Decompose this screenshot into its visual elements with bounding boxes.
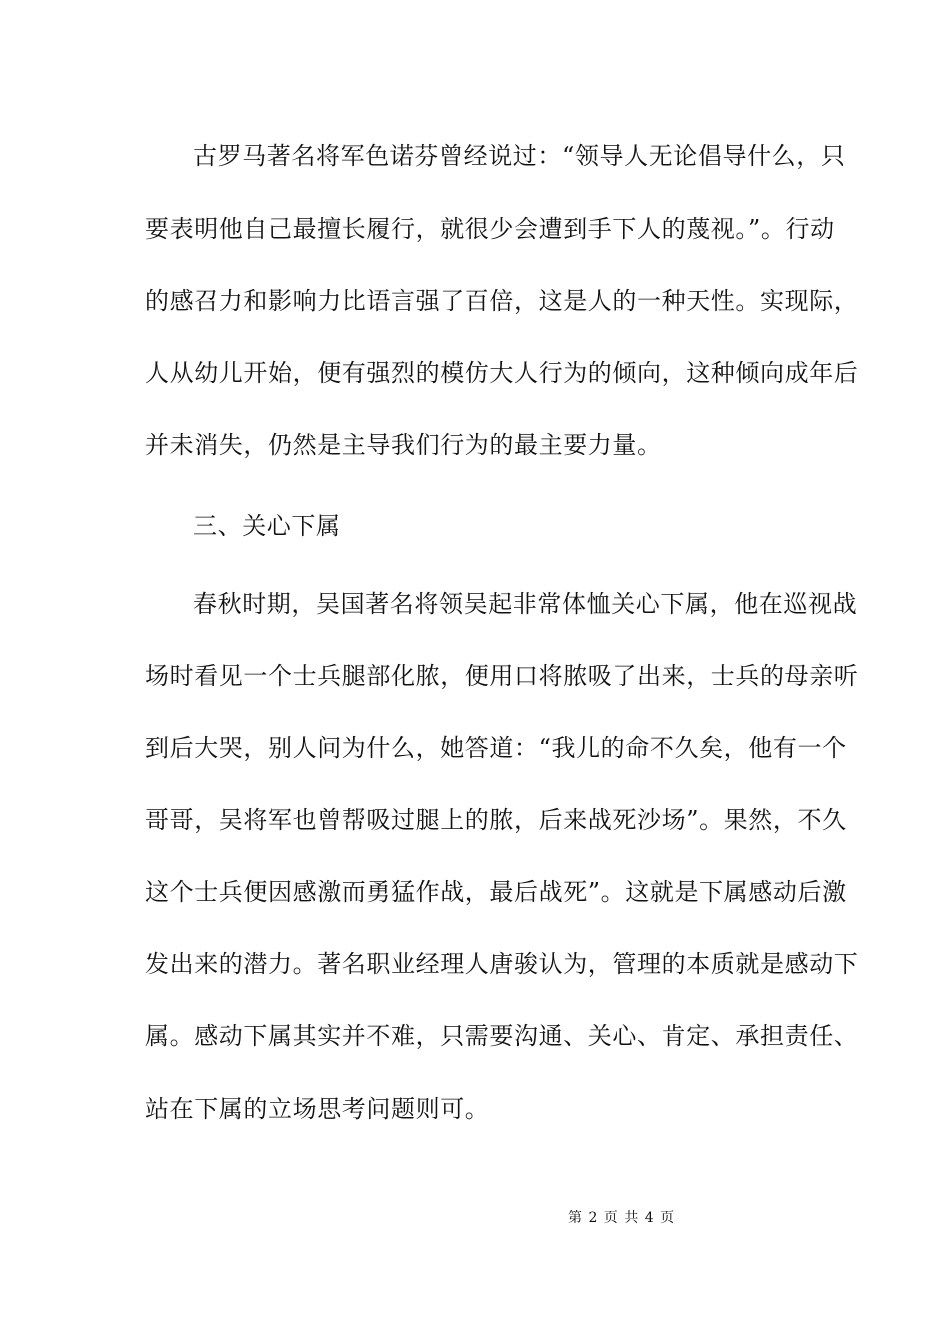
paragraph-2-line-5: 这个士兵便因感激而勇猛作战，最后战死”。这就是下属感动后激 [145,878,847,906]
paragraph-1-line-2: 要表明他自己最擅长履行，就很少会遭到手下人的蔑视。”。行动 [145,215,835,243]
paragraph-2-line-7: 属。感动下属其实并不难，只需要沟通、关心、肯定、承担责任、 [145,1022,859,1050]
paragraph-1-line-5: 并未消失，仍然是主导我们行为的最主要力量。 [145,431,662,459]
paragraph-2-line-6: 发出来的潜力。著名职业经理人唐骏认为，管理的本质就是感动下 [145,950,859,978]
section-heading: 三、关心下属 [193,512,341,540]
paragraph-1-line-1: 古罗马著名将军色诺芬曾经说过：“领导人无论倡导什么，只 [193,142,846,170]
page-number-footer: 第 2 页 共 4 页 [568,1210,676,1226]
paragraph-2-line-2: 场时看见一个士兵腿部化脓，便用口将脓吸了出来，士兵的母亲听 [145,662,859,690]
paragraph-2-line-4: 哥哥，吴将军也曾帮吸过腿上的脓，后来战死沙场”。果然，不久 [145,806,847,834]
paragraph-1-line-3: 的感召力和影响力比语言强了百倍，这是人的一种天性。实现际， [145,287,859,315]
paragraph-2-line-8: 站在下属的立场思考问题则可。 [145,1095,490,1123]
paragraph-1-line-4: 人从幼儿开始，便有强烈的模仿大人行为的倾向，这种倾向成年后 [145,359,859,387]
paragraph-2-line-1: 春秋时期，吴国著名将领吴起非常体恤关心下属，他在巡视战 [193,590,858,618]
paragraph-2-line-3: 到后大哭，别人问为什么，她答道：“我儿的命不久矣，他有一个 [145,734,847,762]
